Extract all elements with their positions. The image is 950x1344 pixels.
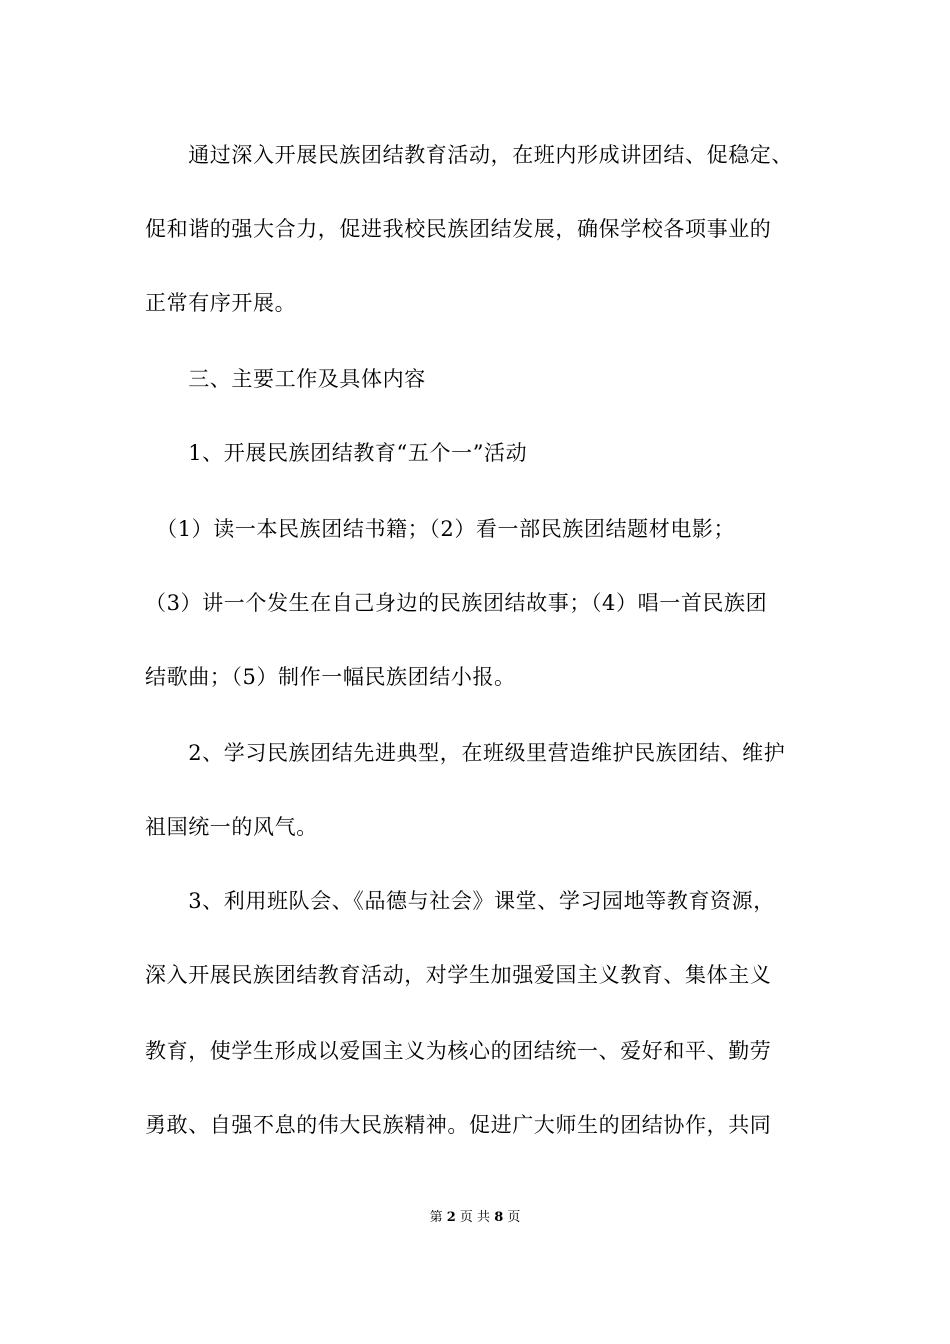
text-line: （1）读一本民族团结书籍；（2）看一部民族团结题材电影； (145, 517, 736, 541)
subsection-heading: 1、开展民族团结教育“五个一”活动 (145, 441, 528, 465)
page-footer (0, 1210, 950, 1226)
text-line: 通过深入开展民族团结教育活动，在班内形成讲团结、促稳定、 (145, 143, 793, 167)
footer-suffix: 页 (507, 1210, 521, 1225)
total-pages-number: 8 (494, 1210, 504, 1225)
text-line: 正常有序开展。 (145, 291, 297, 315)
text-line: 祖国统一的风气。 (145, 815, 318, 839)
footer-middle: 页 共 (459, 1210, 491, 1225)
section-heading: 三、主要工作及具体内容 (145, 367, 426, 391)
text-line: 3、利用班队会、《品德与社会》课堂、学习园地等教育资源， (145, 889, 775, 913)
footer-prefix: 第 (429, 1210, 443, 1225)
text-line: （3）讲一个发生在自己身边的民族团结故事；（4）唱一首民族团 (145, 591, 768, 615)
text-line: 教育，使学生形成以爱国主义为核心的团结统一、爱好和平、勤劳 (145, 1039, 772, 1063)
text-line: 勇敢、自强不息的伟大民族精神。促进广大师生的团结协作，共同 (145, 1113, 772, 1137)
current-page-number: 2 (446, 1210, 456, 1225)
text-line: 2、学习民族团结先进典型，在班级里营造维护民族团结、维护 (145, 741, 786, 765)
text-line: 结歌曲；（5）制作一幅民族团结小报。 (145, 665, 516, 689)
text-line: 深入开展民族团结教育活动，对学生加强爱国主义教育、集体主义 (145, 963, 772, 987)
text-line: 促和谐的强大合力，促进我校民族团结发展，确保学校各项事业的 (145, 217, 772, 241)
